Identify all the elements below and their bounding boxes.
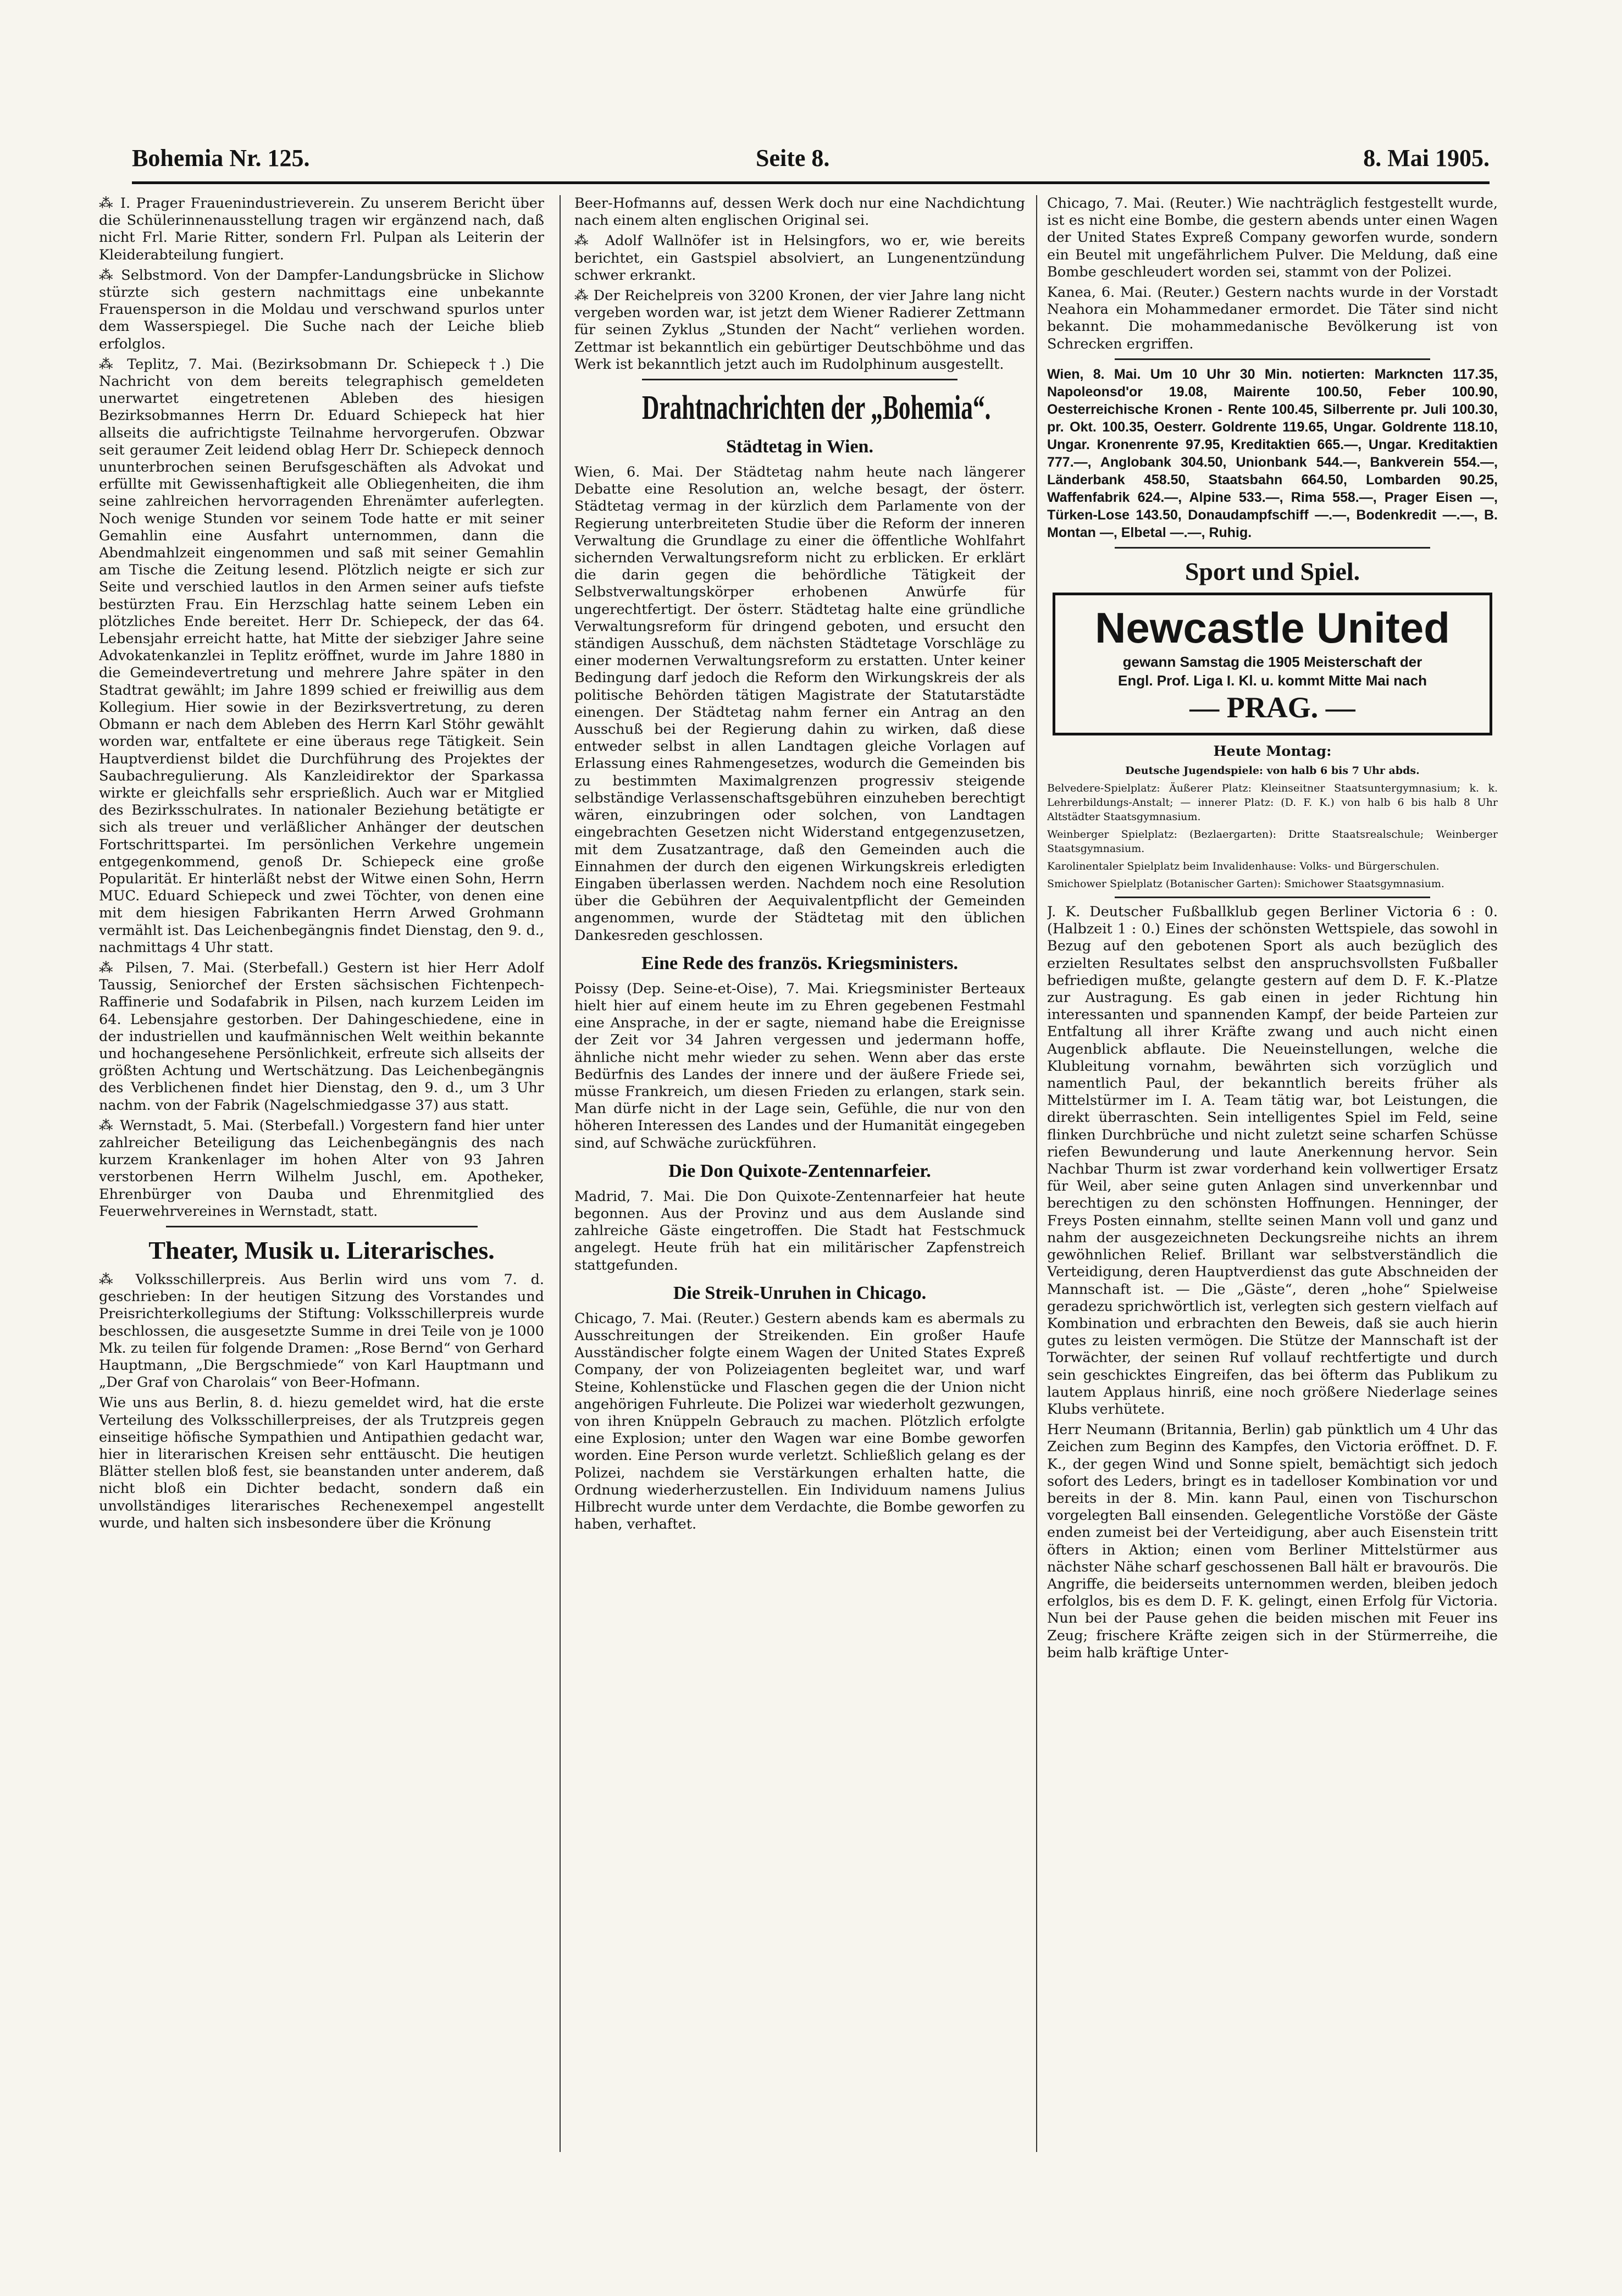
section-heading-drahtnachrichten: Drahtnachrichten der „Bohemia“.	[642, 389, 991, 427]
column-1	[99, 195, 544, 2153]
ad-line-2: Engl. Prof. Liga I. Kl. u. kommt Mitte Mai nach	[1118, 672, 1427, 689]
article-kriegsminister: Poissy (Dep. Seine-et-Oise), 7. Mai. Kriegsminister Berteaux hielt hier auf einem heute im zu Ehren gegebenen Festmahl eine Ansprache, in der er sagte, niemand habe die Ereignisse der Zeit vor 34 Jahren vergessen und jedermann hoffe, ähnliche nicht mehr wieder zu sehen. Wenn aber das erste Bedürfnis des Landes der innere und der äußere Friede sei, müsse Frankreich, um diesen Frieden zu erlangen, stark sein. Man dürfe nicht in der Lage sein, Gefühle, die nur von den höheren Interessen des Landes und der Humanität eingegeben sind, auf Schwäche zurückführen.	[574, 980, 1025, 1152]
header-date: 8. Mai 1905.	[1363, 145, 1490, 171]
article-pilsen: ⁂ Pilsen, 7. Mai. (Sterbefall.) Gestern ist hier Herr Adolf Taussig, Seniorchef der Ersten sächsischen Fichtenpech-Raffinerie und Sodafabrik in Pilsen, nach kurzem Leiden im 64. Lebensjahre gestorben. Der Dahingeschiedene, eine in der industriellen und kaufmännischen Welt weithin bekannte und hochangesehene Persönlichkeit, erfreute sich allseits der größten Achtung und Wertschätzung. Das Leichenbegängnis des Verblichenen findet hier Dienstag, den 9. d., um 3 Uhr nachm. von der Fabrik (Nagelschmiedgasse 37) aus statt.	[99, 959, 544, 1114]
section-separator	[1115, 897, 1430, 898]
section-heading-sport: Sport und Spiel.	[1184, 557, 1360, 585]
article-volksschillerpreis: ⁂ Volksschillerpreis. Aus Berlin wird uns vom 7. d. geschrieben: In der heutigen Sitzung des Vorstandes und Preisrichterkollegiums der Stiftung: Volksschillerpreis wurde beschlossen, die ausgesetzte Summe in drei Teile von je 1000 Mk. zu teilen für folgende Dramen: „Rose Bernd“ von Gerhard Hauptmann, „Die Bergschmiede“ von Karl Hauptmann und „Der Graf von Charolais“ von Beer-Hofmann.	[99, 1271, 544, 1391]
schedule-jugendspiele: Deutsche Jugendspiele: von halb 6 bis 7 Uhr abds.	[1125, 765, 1420, 777]
ad-city: — PRAG. —	[1189, 690, 1355, 724]
stock-quotes: Wien, 8. Mai. Um 10 Uhr 30 Min. notierten: Markncten 117.35, Napoleonsd'or 19.08, Mairente 100.50, Feber 100.90, Oesterreichische Kronen - Rente 100.45, Silberrente pr. Juli 100.30, pr. Okt. 100.35, Oesterr. Goldrente 119.65, Ungar. Goldrente 118.10, Ungar. Kronenrente 97.95, Kreditaktien 665.—, Ungar. Kreditaktien 777.—, Anglobank 304.50, Unionbank 544.—, Bankverein 554.—, Länderbank 458.50, Staatsbahn 664.50, Lombarden 90.25, Waffenfabrik 624.—, Alpine 533.—, Rima 558.—, Prager Eisen —, Türken-Lose 143.50, Donaudampfschiff —.—, Bodenkredit —.—, B. Montan —, Elbetal —.—, Ruhig.	[1047, 366, 1498, 540]
article-kanea: Kanea, 6. Mai. (Reuter.) Gestern nachts wurde in der Vorstadt Neahora ein Mohammedaner ermordet. Die Täter sind nicht bekannt. Die mohammedanische Bevölkerung ist von Schrecken ergriffen.	[1047, 284, 1498, 352]
article-chicago: Chicago, 7. Mai. (Reuter.) Gestern abends kam es abermals zu Ausschreitungen der Streikenden. Ein großer Haufe Ausständischer folgte einem Wagen der United States Expreß Company, der von Polizeiagenten begleitet war, und warf Steine, Kohlenstücke und Flaschen gegen die der Union nicht angehörigen Fuhrleute. Die Polizei war wiederholt gezwungen, von ihren Knüppeln Gebrauch zu machen. Plötzlich erfolgte eine Explosion; unter den Wagen war eine Bombe geworfen worden. Eine Person wurde verletzt. Schließlich gelang es der Polizei, nachdem sie Verstärkungen erhalten hatte, die Ordnung wiederherzustellen. Ein Individuum namens Julius Hilbrecht wurde unter dem Verdachte, die Bombe geworfen zu haben, verhaftet.	[574, 1310, 1025, 1533]
article-volksschillerpreis-cont: Wie uns aus Berlin, 8. d. hiezu gemeldet wird, hat die erste Verteilung des Volksschillerpreises, der als Trutzpreis gegen einseitige höfische Sympathien und Antipathien gedacht war, hier in literarischen Kreisen sehr enttäuscht. Die heutigen Blätter stellen bloß fest, sie beanstanden unter anderem, daß nicht bloß ein Dichter bedacht, sondern daß ein unvollständiges literarisches Rechenexempel angestellt wurde, und halten sich insbesondere über die Krönung	[99, 1395, 544, 1531]
ad-line-1: gewann Samstag die 1905 Meisterschaft der	[1122, 653, 1422, 670]
ad-title: Newcastle United	[1095, 603, 1450, 652]
article-fussball-report: Herr Neumann (Britannia, Berlin) gab pünktlich um 4 Uhr das Zeichen zum Beginn des Kampfes, den Victoria eröffnet. D. F. K., der gegen Wind und Sonne spielt, bemächtigt sich jedoch sofort des Leders, bringt es in tadelloser Kombination vor und bereits in der 8. Min. kann Paul, einen von Tischurschon vorgelegten Ball einsenden. Gelegentliche Vorstöße der Gäste enden zumeist bei der Verteidigung, aber auch Eisenstein tritt öfters in Aktion; einen vom Berliner Mittelstürmer aus nächster Nähe scharf geschossenen Ball hält er bravourös. Die Angriffe, die beiderseits unternommen werden, bleiben jedoch erfolglos, bis es dem D. F. K. gelingt, einen Erfolg für Victoria. Nun bei der Pause gehen die beiden mischen mit Feuer ins Zeug; frischere Kräfte zeigen sich in der Stürmerreihe, die beim halb kräftige Unter-	[1047, 1421, 1498, 1661]
headline-chicago: Die Streik-Unruhen in Chicago.	[673, 1282, 927, 1303]
article-wallnoefer: ⁂ Adolf Wallnöfer ist in Helsingfors, wo er, wie bereits berichtet, ein Gastspiel absolviert, an Lungenentzündung schwer erkrankt.	[574, 233, 1025, 284]
article-reichelpreis: ⁂ Der Reichelpreis von 3200 Kronen, der vier Jahre lang nicht vergeben worden war, ist jetzt dem Wiener Radierer Zettmann für seinen Zyklus „Stunden der Nacht“ verliehen worden. Zettmar ist bekanntlich ein gebürtiger Deutschböhme und das Werk ist bekanntlich jetzt auch im Rudolphinum ausgestellt.	[574, 287, 1025, 373]
column-divider-2	[1036, 195, 1037, 2152]
schedule-belvedere: Belvedere-Spielplatz: Äußerer Platz: Kleinseitner Staatsuntergymnasium; k. k. Lehrerbildungs-Anstalt; — innerer Platz: (D. F. K.) von halb 6 bis halb 8 Uhr Altstädter Staatsgymnasium.	[1047, 782, 1498, 823]
article-selbstmord: ⁂ Selbstmord. Von der Dampfer-Landungsbrücke in Slichow stürzte sich gestern nachmittags eine unbekannte Frauensperson in die Moldau und verschwand spurlos unter dem Wasserspiegel. Die Suche nach der Leiche blieb erfolglos.	[99, 267, 544, 352]
section-separator	[642, 379, 957, 380]
column-3	[1047, 195, 1498, 2153]
article-fussball-match: J. K. Deutscher Fußballklub gegen Berliner Victoria 6 : 0. (Halbzeit 1 : 0.) Eines der schönsten Wettspiele, das sowohl in Bezug auf den gebotenen Sport als auch bezüglich des erzielten Resultates selbst den anspruchsvollsten Fußballer befriedigen mußte, gelangte gestern auf dem D. F. K.-Platze zur Austragung. Es gab einen in jeder Richtung hin interessanten und spannenden Kampf, der beide Parteien zur Entfaltung all ihrer Kräfte zwang und auch nicht einen Augenblick abflaute. Die Neueinstellungen, welche die Klubleitung vornahm, bewährten sich vorzüglich und namentlich Paul, der bekanntlich bereits früher als Mittelstürmer im I. A. Team tätig war, bot Leistungen, die direkt überraschten. Sein intelligentes Spiel im Feld, seine flinken Durchbrüche und nicht zuletzt seine scharfen Schüsse riefen Bewunderung und laute Anerkennung hervor. Sein Nachbar Thurm ist zwar vorderhand kein vollwertiger Ersatz für Weil, aber seine guten Anlagen sind unverkennbar und berechtigen zu den schönsten Hoffnungen. Henninger, der Freys Posten einnahm, stellte seinen Mann voll und ganz und nahm der ausgezeichneten Deckungsreihe nichts an ihrem gewöhnlichen Relief. Brillant war selbstverständlich die Verteidigung, deren Hauptverdienst das gute Abschneiden der Mannschaft ist. — Die „Gäste“, deren „hohe“ Spielweise geradezu sprichwörtlich ist, verlegten sich gestern vielfach auf Kombination und erbrachten den Beweis, daß sie auch hierin gutes zu leisten vermögen. Die Stütze der Mannschaft ist der Torwächter, der seinen Ruf vollauf rechtfertigte und durch sein geschicktes Eingreifen, das bei öfterm das Publikum zu lautem Applaus hinriß, eine noch größere Niederlage seines Klubs verhütete.	[1047, 904, 1498, 1418]
article-teplitz: ⁂ Teplitz, 7. Mai. (Bezirksobmann Dr. Schiepeck †.) Die Nachricht von dem bereits telegraphisch gemeldeten unerwartet eingetretenen Ableben des hiesigen Bezirksobmannes Herrn Dr. Eduard Schiepeck hat hier allseits die aufrichtigste Teilnahme hervorgerufen. Obzwar seit geraumer Zeit leidend oblag Herr Dr. Schiepeck dennoch ununterbrochen seinen Berufsgeschäften als Advokat und erfüllte mit Gewissenhaftigkeit alle Obliegenheiten, die ihm seine zahlreichen hervorragenden Ehrenämter auferlegten. Noch wenige Stunden vor seinem Tode hatte er mit seiner Gemahlin eine Ausfahrt unternommen, dann die Abendmahlzeit eingenommen und saß mit seiner Gemahlin am Tische die Zeitung lesend. Plötzlich neigte er sich zur Seite und verschied lautlos in den Armen seiner aufs tiefste bestürzten Frau. Ein Herzschlag hatte seinem Leben ein plötzliches Ende bereitet. Herr Dr. Schiepeck, der das 64. Lebensjahr erreicht hatte, hat Mitte der siebziger Jahre seine Advokatenkanzlei in Teplitz eröffnet, wurde im Jahre 1880 in die Gemeindevertretung und mehrere Jahre später in den Stadtrat gewählt; im Jahre 1899 schied er freiwillig aus dem Kollegium. Hier sowie in der Bezirksvertretung, zu deren Obmann er nach dem Ableben des Herrn Karl Stöhr gewählt worden war, entfaltete er eine überaus rege Tätigkeit. Sein Hauptverdienst bildet die Durchführung des Projektes der Saubachregulierung. Als Kanzleidirektor der Sparkassa wirkte er gleichfalls sehr ersprießlich. Auch war er Mitglied des Bezirksschulrates. In nationaler Beziehung betätigte er sich als treuer und verläßlicher Anhänger der deutschen Fortschrittspartei. Im persönlichen Verkehre ungemein entgegenkommend, genoß Dr. Schiepeck eine große Popularität. Er hinterläßt nebst der Witwe einen Sohn, Herrn MUC. Eduard Schiepeck und zwei Töchter, von denen eine mit dem hiesigen Fabrikanten Herrn Arwed Grohmann vermählt ist. Das Leichenbegängnis findet Dienstag, den 9. d., nachmittags 4 Uhr statt.	[99, 356, 544, 956]
headline-kriegsminister: Eine Rede des französ. Kriegsministers.	[641, 953, 959, 973]
section-separator	[1115, 547, 1430, 549]
schedule-weinberge: Weinberger Spielplatz: (Bezlaergarten): Dritte Staatsrealschule; Weinberger Staatsgymnasium.	[1047, 828, 1498, 855]
article-don-quixote: Madrid, 7. Mai. Die Don Quixote-Zentennarfeier hat heute begonnen. Aus der Provinz und aus dem Auslande sind zahlreiche Gäste eingetroffen. Die Stadt hat Festschmuck angelegt. Heute früh hat ein militärischer Zapfenstreich stattgefunden.	[574, 1188, 1025, 1274]
headline-don-quixote: Die Don Quixote-Zentennarfeier.	[668, 1160, 931, 1181]
header-rule	[132, 181, 1490, 184]
header-page-number: Seite 8.	[756, 145, 830, 171]
page-header	[132, 144, 1490, 177]
section-heading-theater: Theater, Musik u. Literarisches.	[148, 1236, 495, 1264]
schedule-smichow: Smichower Spielplatz (Botanischer Garten): Smichower Staatsgymnasium.	[1047, 878, 1444, 890]
schedule-karolinental: Karolinentaler Spielplatz beim Invalidenhause: Volks- und Bürgerschulen.	[1047, 860, 1440, 873]
article-frauenindustrieverein: ⁂ I. Prager Frauenindustrieverein. Zu unserem Bericht über die Schülerinnenausstellung tragen wir ergänzend nach, daß nicht Frl. Marie Ritter, sondern Frl. Pulpan als Leiterin der Kleiderabteilung fungiert.	[99, 195, 544, 263]
section-separator	[166, 1226, 478, 1227]
advertisement-newcastle	[1053, 593, 1492, 735]
article-staedtetag: Wien, 6. Mai. Der Städtetag nahm heute nach längerer Debatte eine Resolution an, welche besagt, der österr. Städtetag vermag in der kürzlich dem Parlamente von der Regierung unterbreiteten Studie über die Reform der inneren Verwaltung die Grundlage zu einer die öffentliche Wohlfahrt sichernden Verwaltungsreform nicht zu erblicken. Er erklärt die darin gegen die behördliche Tätigkeit der Selbstverwaltungskörper erhobenen Anwürfe für ungerechtfertigt. Der österr. Städtetag halte eine gründliche Verwaltungsreform für dringend geboten, und ersucht den ständigen Ausschuß, dem nächsten Städtetage Vorschläge zu einer modernen Verwaltungsreform zu erstatten. Unter keiner Bedingung darf jedoch die Reform den Wirkungskreis der als politische Behörden tätigen Magistrate der Statutarstädte einengen. Der Städtetag nahm ferner ein Antrag an den Ausschuß bei der Regierung dahin zu wirken, daß diese entweder selbst in allen Landtagen gleiche Vorlagen auf Erlassung eines Rahmengesetzes, wodurch die Gemeinden bis zu bestimmten Maximalgrenzen progressiv steigende selbständige Verlassenschaftsgebühren einzuheben berechtigt wären, einzubringen oder solchen, von Landtagen eingebrachten Gesetzen nicht Widerstand entgegenzusetzen, mit dem Zusatzantrage, daß den Gemeinden auch die Einnahmen der durch den eigenen Wirkungskreis erledigten Eingaben überlassen werden. Nachdem noch eine Resolution über die Gebühren der Aequivalentpflicht der Gemeinden angenommen, wurde der Städtetag mit den üblichen Dankesreden geschlossen.	[574, 464, 1025, 944]
article-chicago-followup: Chicago, 7. Mai. (Reuter.) Wie nachträglich festgestellt wurde, ist es nicht eine Bombe, die gestern abends unter einen Wagen der United States Expreß Company geworfen wurde, sondern ein Beutel mit ungefährlichem Pulver. Die Meldung, daß eine Bombe geschleudert worden sei, stammt von der Polizei.	[1047, 195, 1498, 280]
schedule-today: Heute Montag:	[1213, 743, 1332, 760]
article-wernstadt: ⁂ Wernstadt, 5. Mai. (Sterbefall.) Vorgestern fand hier unter zahlreicher Beteiligung das Leichenbegängnis des nach kurzem Krankenlager im hohen Alter von 93 Jahren verstorbenen Herrn Wilhelm Juschl, em. Apotheker, Ehrenbürger von Dauba und Ehrenmitglied des Feuerwehrvereines in Wernstadt, statt.	[99, 1117, 544, 1220]
column-2	[574, 195, 1025, 2153]
article-beer-hofmann-cont: Beer-Hofmanns auf, dessen Werk doch nur eine Nachdichtung nach einem alten englischen Original sei.	[574, 195, 1025, 229]
section-separator	[1115, 358, 1430, 360]
column-divider-1	[560, 195, 561, 2152]
header-issue: Bohemia Nr. 125.	[132, 145, 310, 171]
headline-staedtetag: Städtetag in Wien.	[726, 436, 873, 457]
